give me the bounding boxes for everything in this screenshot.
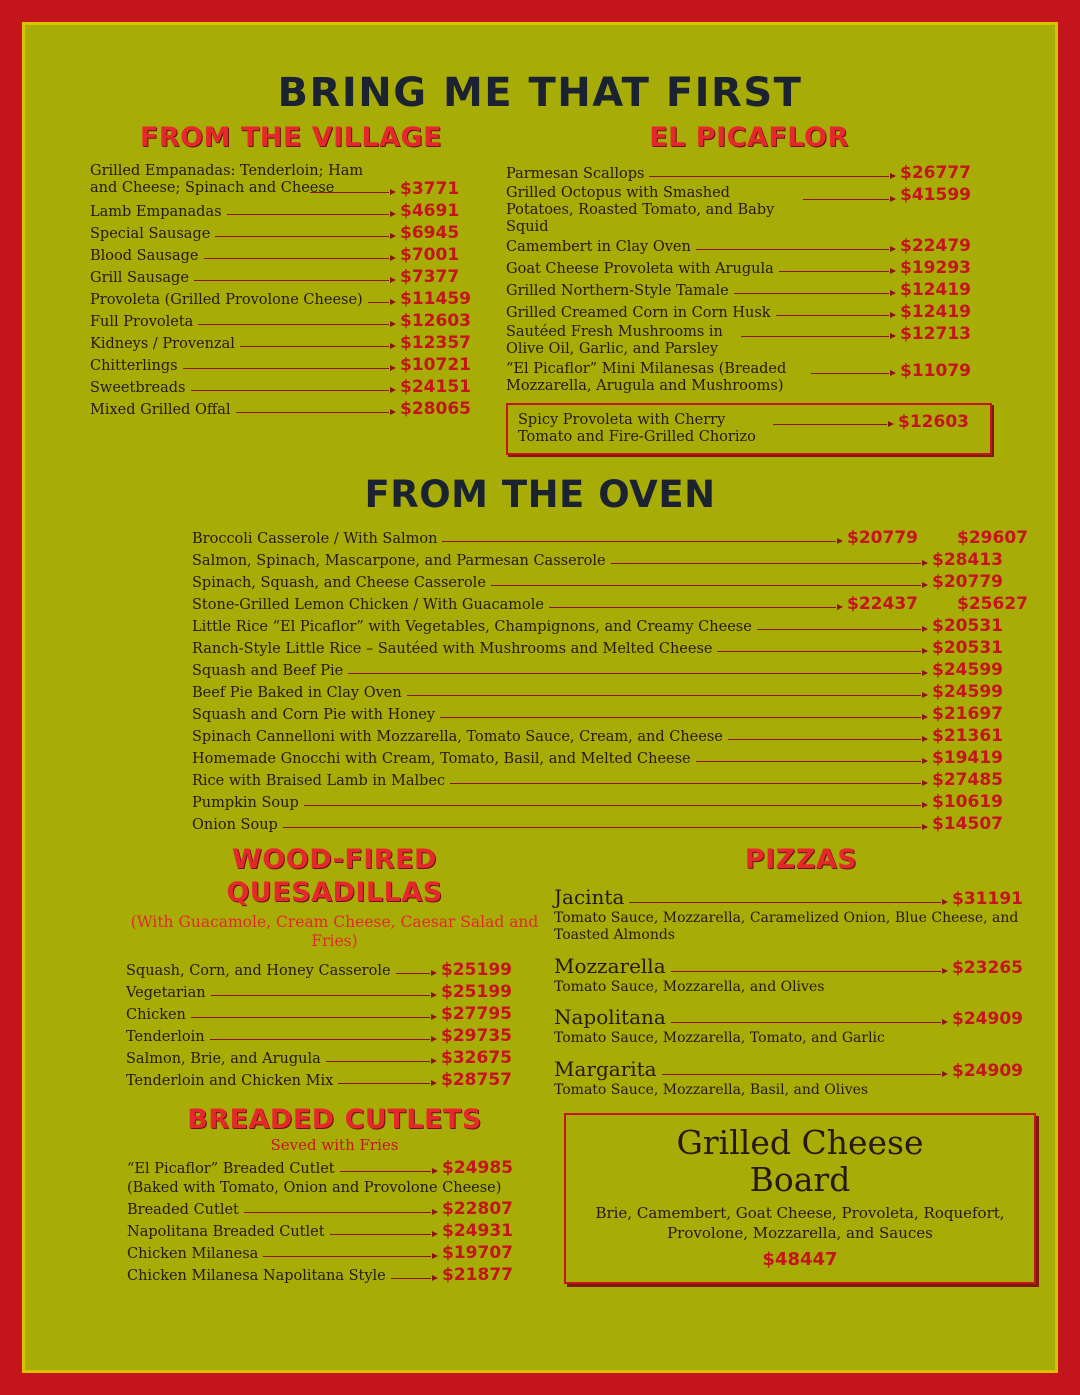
item-name: Provoleta (Grilled Provolone Cheese) [90,292,363,309]
list-item [90,223,492,243]
item-name: Rice with Braised Lamb in Malbec [192,772,446,789]
section-title-quesadillas-line1: WOOD-FIRED [232,843,437,875]
list-item [506,280,992,300]
list-item [192,660,1028,680]
item-name: Camembert in Clay Oven [506,239,691,256]
item-price: $24909 [952,1060,1023,1081]
leader-line [198,315,396,328]
item-price: $19419 [932,747,1003,768]
leader-line [194,271,396,284]
item-price: $14507 [932,813,1003,834]
item-price: $24985 [442,1157,513,1178]
section-title-pizzas: PIZZAS [744,843,858,875]
list-item [192,726,1028,746]
lower-columns [32,844,1048,1287]
section-from-the-oven [32,473,1048,834]
leader-line [442,532,843,545]
item-name: Breaded Cutlet [127,1202,239,1219]
leader-line [236,403,396,416]
list-item [90,333,492,353]
item-price: $29735 [441,1025,512,1046]
list-item [192,616,1028,636]
section-title-quesadillas-line2: QUESADILLAS [226,876,443,908]
item-price: $28757 [441,1069,512,1090]
item-name: Jacinta [554,884,625,909]
list-item [506,185,992,236]
item-price-secondary: $25627 [957,593,1028,614]
item-price: $10619 [932,791,1003,812]
leader-line [227,205,396,218]
section-title-oven: FROM THE OVEN [364,472,716,516]
section-el-picaflor [492,122,992,455]
item-price: $41599 [900,185,971,205]
leader-line [671,962,948,975]
leader-line [728,730,928,743]
list-item [554,1005,1048,1048]
leader-line [283,818,928,831]
item-price: $21361 [932,725,1003,746]
item-name: Grilled Empanadas: Tenderloin; Ham and Cheese; Spinach and Cheese [90,163,364,197]
item-name: “El Picaflor” Breaded Cutlet [127,1160,335,1177]
list-item [90,163,492,199]
item-name: Grill Sausage [90,270,189,287]
item-description: Tomato Sauce, Mozzarella, Tomato, and Garlic [554,1030,885,1047]
list-item [506,258,992,278]
leader-line [611,554,928,567]
list-item [127,1243,542,1263]
item-price: $12419 [900,302,971,323]
leader-line [310,183,396,196]
leader-line [440,708,928,721]
leader-line [407,686,928,699]
item-price-secondary: $29607 [957,527,1028,548]
item-price: $20779 [932,571,1003,592]
item-name: Goat Cheese Provoleta with Arugula [506,261,774,278]
item-price: $28413 [932,549,1003,570]
item-price: $12603 [898,411,969,432]
item-price: $6945 [400,223,460,244]
leader-line [183,359,396,372]
item-name: Sautéed Fresh Mushrooms in Olive Oil, Garlic, and Parsley [506,324,723,358]
pizzas-item-list [554,885,1048,1100]
section-title-village: FROM THE VILLAGE [139,122,443,153]
item-name: Beef Pie Baked in Clay Oven [192,684,402,701]
item-name: Tenderloin [126,1028,205,1045]
leader-line [779,262,896,275]
item-name: Ranch-Style Little Rice – Sautéed with Mushrooms and Melted Cheese [192,640,713,657]
item-description: Tomato Sauce, Mozzarella, and Olives [554,978,825,995]
leader-line [696,752,928,765]
item-price: $22807 [442,1199,513,1220]
list-item [192,594,1028,614]
item-name: Vegetarian [126,984,206,1001]
leader-line [629,893,948,906]
item-name: Grilled Northern-Style Tamale [506,283,729,300]
item-price: $22437 [847,593,918,614]
item-price: $26777 [900,163,971,183]
item-name: Spicy Provoleta with Cherry Tomato and Fire-Grilled Chorizo [518,411,756,445]
list-item [127,1158,542,1178]
list-item [192,748,1028,768]
list-item [127,1265,542,1285]
leader-line [671,1013,948,1026]
item-price: $27485 [932,769,1003,790]
item-price: $24909 [952,1009,1023,1030]
leader-line [803,185,896,203]
leader-line [649,167,896,180]
leader-line [348,664,928,677]
highlighted-item [506,403,992,455]
item-price: $11459 [400,289,471,310]
item-name: Sweetbreads [90,380,186,397]
item-price: $3771 [400,179,460,200]
item-name: Tenderloin and Chicken Mix [126,1072,334,1089]
item-name: “El Picaflor” Mini Milanesas (Breaded Mozzarella, Arugula and Mushrooms) [506,360,787,394]
item-price: $21877 [442,1265,513,1286]
item-name: Mixed Grilled Offal [90,402,231,419]
item-name: Homemade Gnocchi with Cream, Tomato, Basil, and Melted Cheese [192,750,691,767]
leader-line [340,1162,438,1175]
list-item [90,245,492,265]
item-name: Chitterlings [90,358,178,375]
list-item [192,814,1028,834]
leader-line [773,412,894,428]
oven-item-list [32,528,1048,834]
item-price: $32675 [441,1047,512,1068]
list-item [192,682,1028,702]
list-item [90,201,492,221]
item-name: Squash and Corn Pie with Honey [192,706,436,723]
leader-line [210,1030,437,1043]
leader-line [244,1203,438,1216]
item-price: $11079 [900,360,971,381]
list-item [506,163,992,183]
board-description: Brie, Camembert, Goat Cheese, Provoleta, Roquefort, Provolone, Mozzarella, and Sauces [595,1204,1005,1242]
item-price: $31191 [952,888,1023,909]
item-name: Chicken [126,1006,186,1023]
item-name: Grilled Creamed Corn in Corn Husk [506,305,771,322]
board-price: $48447 [762,1249,838,1271]
item-name: Napolitana [554,1005,666,1030]
grilled-cheese-board [564,1113,1036,1284]
leader-line [330,1225,438,1238]
section-title-cutlets: BREADED CUTLETS [187,1103,482,1135]
item-name: Little Rice “El Picaflor” with Vegetables, Champignons, and Creamy Cheese [192,618,752,635]
list-item [192,638,1028,658]
item-price: $25199 [441,959,512,980]
list-item [126,1004,541,1024]
list-item [126,982,541,1002]
list-item [126,960,541,980]
leader-line [240,337,396,350]
list-item [506,236,992,256]
item-price: $20779 [847,527,918,548]
item-price: $7001 [400,245,460,266]
picaflor-item-list [506,163,992,455]
list-item [192,770,1028,790]
leader-line [741,324,896,340]
top-columns [32,122,1048,455]
list-item [126,1070,541,1090]
list-item [506,324,992,358]
item-name: Spinach Cannelloni with Mozzarella, Tomato Sauce, Cream, and Cheese [192,728,723,745]
item-description: Tomato Sauce, Mozzarella, Caramelized Onion, Blue Cheese, and Toasted Almonds [554,909,1019,944]
item-price: $24599 [932,681,1003,702]
item-price: $7377 [400,267,460,288]
item-name: Margarita [554,1056,657,1081]
list-item [90,267,492,287]
lower-left-column [32,844,542,1287]
item-price: $12603 [400,311,471,332]
item-price: $20531 [932,637,1003,658]
section-from-the-village [32,122,492,455]
cutlets-note: Seved with Fries [270,1135,399,1154]
item-name: Chicken Milanesa [127,1246,259,1263]
item-name: Broccoli Casserole / With Salmon [192,530,438,547]
list-item [192,704,1028,724]
item-price: $28065 [400,399,471,420]
item-price: $21697 [932,703,1003,724]
list-item [192,792,1028,812]
leader-line [368,293,396,306]
item-name: Parmesan Scallops [506,165,645,182]
item-price: $27795 [441,1003,512,1024]
leader-line [450,774,928,787]
board-title-line1: Grilled Cheese [676,1123,924,1163]
item-price: $23265 [952,957,1023,978]
leader-line [696,240,896,253]
item-price: $4691 [400,201,460,222]
item-name: Chicken Milanesa Napolitana Style [127,1268,386,1285]
list-item [192,572,1028,592]
leader-line [776,306,896,319]
item-price: $10721 [400,355,471,376]
item-price: $19293 [900,258,971,279]
item-price: $12713 [900,324,971,345]
item-price: $24151 [400,377,471,398]
leader-line [326,1052,437,1065]
item-name: Napolitana Breaded Cutlet [127,1224,325,1241]
item-price: $24931 [442,1221,513,1242]
list-item [554,1057,1048,1100]
board-title-line2: Board [749,1159,851,1199]
item-name: Salmon, Spinach, Mascarpone, and Parmesan Casserole [192,552,606,569]
leader-line [491,576,928,589]
item-price: $20531 [932,615,1003,636]
quesadillas-note: (With Guacamole, Cream Cheese, Caesar Salad and Fries) [130,912,539,951]
leader-line [396,964,437,977]
item-name: Lamb Empanadas [90,204,222,221]
leader-line [717,642,928,655]
village-item-list [90,163,492,419]
item-name: Stone-Grilled Lemon Chicken / With Guacamole [192,596,544,613]
item-description: Tomato Sauce, Mozzarella, Basil, and Olives [554,1081,869,1098]
leader-line [734,284,896,297]
leader-line [304,796,928,809]
leader-line [662,1065,948,1078]
item-name: Salmon, Brie, and Arugula [126,1050,321,1067]
item-price: $25199 [441,981,512,1002]
item-name: Full Provoleta [90,314,194,331]
item-price: $12357 [400,333,471,354]
leader-line [811,361,896,377]
item-price: $22479 [900,236,971,257]
item-name: Special Sausage [90,226,211,243]
item-name: Grilled Octopus with Smashed Potatoes, Roasted Tomato, and Baby Squid [506,185,775,236]
leader-line [215,227,396,240]
list-item [192,550,1028,570]
cutlets-item-list [127,1158,542,1285]
item-name: Squash, Corn, and Honey Casserole [126,962,391,979]
list-item [554,954,1048,997]
list-item [127,1221,542,1241]
leader-line [191,1008,437,1021]
leader-line [549,598,843,611]
leader-line [211,986,437,999]
list-item [126,1026,541,1046]
cutlets-sub-paren: (Baked with Tomato, Onion and Provolone Cheese) [127,1179,502,1196]
list-item [554,885,1048,945]
leader-line [757,620,928,633]
item-price: $12419 [900,280,971,301]
section-title-picaflor: EL PICAFLOR [649,122,849,153]
item-name: Squash and Beef Pie [192,662,344,679]
list-item [506,361,992,395]
item-name: Onion Soup [192,816,278,833]
item-name: Mozzarella [554,953,666,978]
leader-line [191,381,397,394]
leader-line [204,249,396,262]
lower-right-column [542,844,1048,1287]
quesadillas-item-list [126,960,541,1090]
item-price: $24599 [932,659,1003,680]
leader-line [338,1074,437,1087]
menu-sheet [32,32,1048,1363]
list-item [90,289,492,309]
list-item [192,528,1028,548]
list-item [90,377,492,397]
list-item [90,355,492,375]
list-item [126,1048,541,1068]
item-name: Pumpkin Soup [192,794,299,811]
item-name: Blood Sausage [90,248,199,265]
item-name: Kidneys / Provenzal [90,336,235,353]
leader-line [263,1247,438,1260]
list-item [506,302,992,322]
list-item [127,1199,542,1219]
item-name: Spinach, Squash, and Cheese Casserole [192,574,486,591]
item-price: $19707 [442,1243,513,1264]
list-item [90,311,492,331]
page-title: BRING ME THAT FIRST [277,70,803,116]
leader-line [391,1269,438,1282]
list-item [90,399,492,419]
